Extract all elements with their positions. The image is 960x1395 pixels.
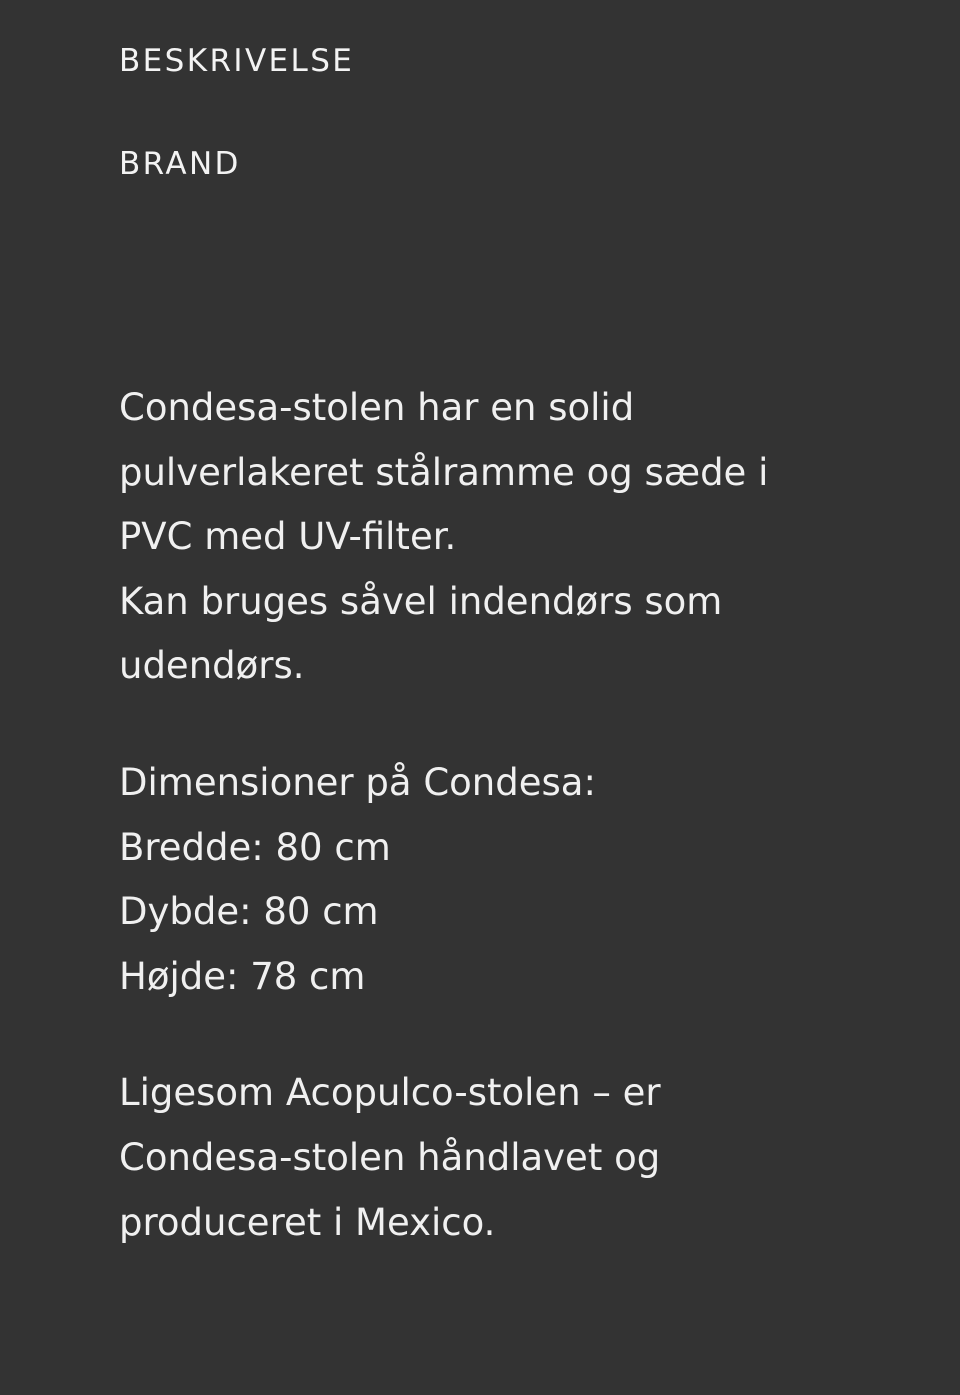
product-description bbox=[119, 376, 899, 1255]
description-line: udendørs. bbox=[119, 644, 305, 688]
description-line: produceret i Mexico. bbox=[119, 1200, 496, 1244]
description-line: pulverlakeret stålramme og sæde i bbox=[119, 450, 769, 494]
description-line: Ligesom Acopulco-stolen – er bbox=[119, 1071, 661, 1115]
description-line: Kan bruges såvel indendørs som bbox=[119, 579, 723, 623]
tab-description[interactable]: BESKRIVELSE bbox=[119, 43, 355, 79]
dimensions-heading: Dimensioner på Condesa: bbox=[119, 760, 596, 804]
tab-brand[interactable]: BRAND bbox=[119, 146, 241, 182]
description-line: Condesa-stolen har en solid bbox=[119, 386, 635, 429]
dimension-depth: Dybde: 80 cm bbox=[119, 890, 379, 934]
dimensions-paragraph bbox=[119, 751, 899, 1009]
materials-paragraph bbox=[119, 376, 899, 699]
origin-paragraph bbox=[119, 1061, 899, 1255]
dimension-width: Bredde: 80 cm bbox=[119, 825, 391, 869]
description-line: Condesa-stolen håndlavet og bbox=[119, 1135, 661, 1179]
description-line: PVC med UV-filter. bbox=[119, 515, 457, 559]
dimension-height: Højde: 78 cm bbox=[119, 954, 366, 998]
